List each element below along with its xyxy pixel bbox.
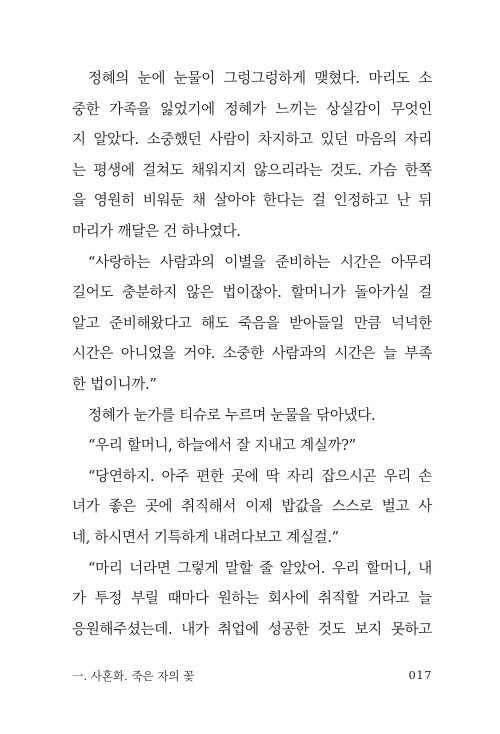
text-line: “마리 너라면 그렇게 말할 줄 알았어. 우리 할머니, 내 — [88, 560, 432, 577]
text-line: 지 알았다. 소중했던 사람이 차지하고 있던 마음의 자리 — [72, 132, 432, 149]
text-line: 시간은 아니었을 거야. 소중한 사람과의 시간은 늘 부족 — [72, 346, 432, 363]
text-line: 중한 가족을 잃었기에 정혜가 느끼는 상실감이 무엇인 — [72, 101, 432, 118]
page-number: 017 — [408, 668, 432, 682]
text-line: 마리가 깨달은 건 하나였다. — [72, 223, 241, 240]
text-line: 응원해주셨는데. 내가 취업에 성공한 것도 보지 못하고 — [72, 621, 432, 638]
text-line: 녀가 좋은 곳에 취직해서 이제 밥값을 스스로 벌고 사 — [72, 499, 432, 516]
text-line: 정혜가 눈가를 티슈로 누르며 눈물을 닦아냈다. — [88, 407, 376, 424]
page-footer — [72, 668, 432, 684]
chapter-title: 一. 사혼화. 죽은 자의 꽃 — [72, 669, 195, 683]
text-line: “우리 할머니, 하늘에서 잘 지내고 계실까?” — [88, 438, 356, 455]
text-line: 네, 하시면서 기특하게 내려다보고 계실걸.” — [72, 529, 339, 546]
text-line: 길어도 충분하지 않은 법이잖아. 할머니가 돌아가실 걸 — [72, 285, 432, 302]
text-line: 알고 준비해왔다고 해도 죽음을 받아들일 만큼 넉넉한 — [72, 315, 432, 332]
text-line: 한 법이니까.” — [72, 376, 157, 393]
body-text — [72, 64, 432, 645]
text-line: “사랑하는 사람과의 이별을 준비하는 시간은 아무리 — [88, 254, 432, 271]
text-line: 가 투정 부릴 때마다 원하는 회사에 취직할 거라고 늘 — [72, 591, 432, 608]
text-line: 을 영원히 비워둔 채 살아야 한다는 걸 인정하고 난 뒤 — [72, 193, 432, 210]
text-line: “당연하지. 아주 편한 곳에 딱 자리 잡으시곤 우리 손 — [88, 468, 432, 485]
text-line: 는 평생에 걸쳐도 채워지지 않으리라는 것도. 가슴 한쪽 — [72, 162, 432, 179]
text-line: 정혜의 눈에 눈물이 그렁그렁하게 맺혔다. 마리도 소 — [88, 71, 432, 87]
